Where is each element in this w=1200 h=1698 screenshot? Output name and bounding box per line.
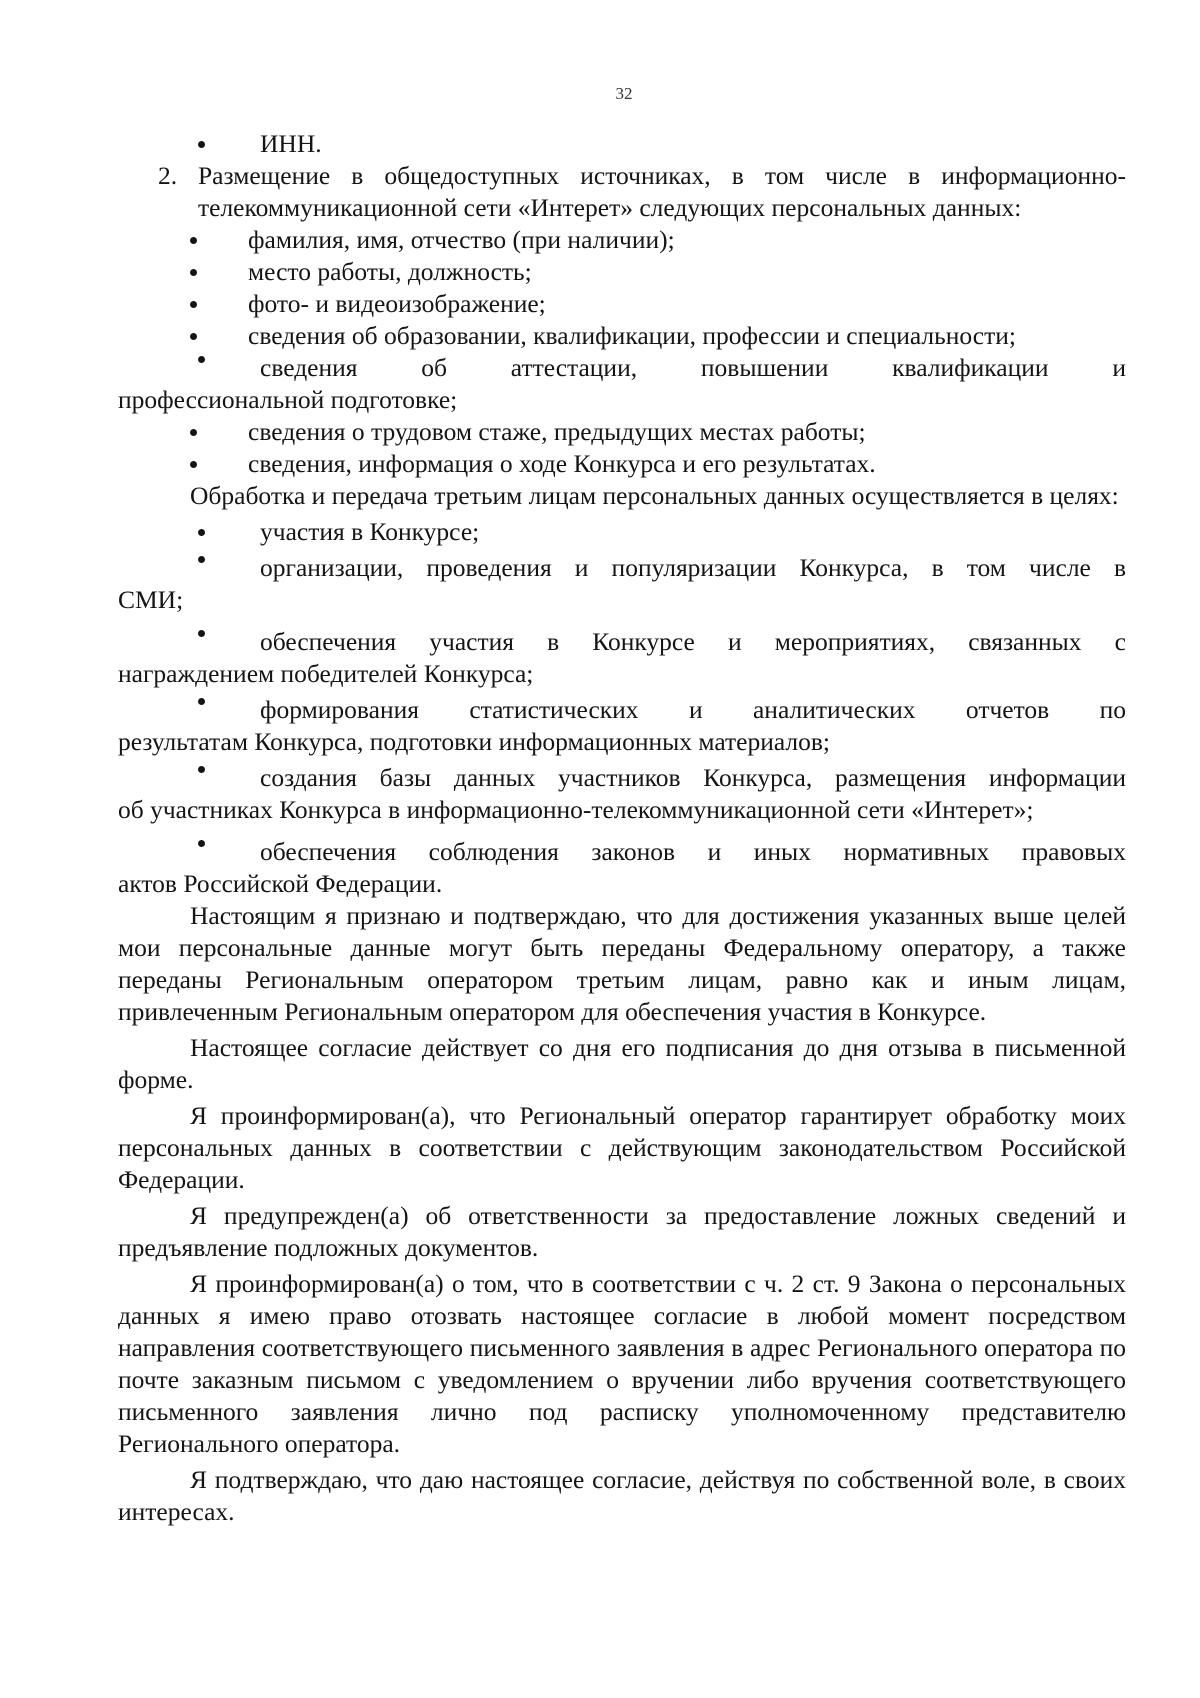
bullet-icon <box>198 556 205 563</box>
bullet-icon <box>190 301 197 308</box>
bullet-icon <box>198 630 205 637</box>
list-item-continuation: СМИ; <box>118 585 184 614</box>
list-item <box>118 516 1126 548</box>
paragraph-warned: Я предупрежден(а) об ответственности за предоставление ложных сведений и предъявление подложных документов. <box>118 1201 1126 1262</box>
bullet-icon <box>198 356 205 363</box>
bullet-icon <box>190 237 197 244</box>
list-item-text: участия в Конкурсе; <box>260 517 480 546</box>
paragraph-informed: Я проинформирован(а), что Региональный оператор гарантирует обработку моих персональных данных в соответствии с действующим законодательством Российской Федерации. <box>118 1101 1126 1194</box>
list-item-continuation: профессиональной подготовке; <box>118 385 458 414</box>
list-item-text: сведения о трудовом стаже, предыдущих местах работы; <box>248 417 866 446</box>
page-number: 32 <box>615 84 633 103</box>
bullet-icon <box>190 461 197 468</box>
list-item-text: сведения, информация о ходе Конкурса и его результатах. <box>248 449 876 478</box>
list-item-continuation: награждением победителей Конкурса; <box>118 659 534 688</box>
numbered-item-2 <box>118 160 1126 224</box>
list-item <box>118 448 1126 480</box>
item-number: 2. <box>158 161 178 190</box>
paragraph-revoke: Я проинформирован(а) о том, что в соответствии с ч. 2 ст. 9 Закона о персональных данных я имею право отозвать настоящее согласие в любой момент посредством направления соответствующего письменного заявления в адрес Регионального оператора по почте заказным письмом с уведомлением о вручении либо вручения соответствующего письменного заявления лично под расписку уполномоченному представителю Регионального оператора. <box>118 1269 1126 1458</box>
list-item <box>118 416 1126 448</box>
bullet-icon <box>198 698 205 705</box>
bullet-icon <box>190 429 197 436</box>
list-item <box>118 288 1126 320</box>
list-item-text: ИНН. <box>260 129 322 158</box>
list-item-continuation: результатам Конкурса, подготовки информационных материалов; <box>118 727 830 756</box>
list-item <box>118 762 1126 826</box>
bullet-icon <box>198 766 205 773</box>
list-item <box>118 256 1126 288</box>
document-body <box>118 128 1126 1528</box>
list-item <box>118 224 1126 256</box>
paragraph-confirm: Я подтверждаю, что даю настоящее согласие, действуя по собственной воле, в своих интересах. <box>118 1465 1126 1526</box>
list-item-inn <box>118 128 1126 160</box>
list-item-continuation: актов Российской Федерации. <box>118 869 443 898</box>
bullet-icon <box>198 840 205 847</box>
list-item-continuation: об участниках Конкурса в информационно-телекоммуникационной сети «Интерет»; <box>118 795 1034 824</box>
list-item <box>118 836 1126 900</box>
list-item-text: обеспечения соблюдения законов и иных нормативных правовых <box>260 837 1126 866</box>
list-item-text: создания базы данных участников Конкурса, размещения информации <box>260 763 1126 792</box>
bullet-icon <box>190 269 197 276</box>
list-item <box>118 552 1126 616</box>
list-item-attestation <box>118 352 1126 416</box>
list-item-text: сведения об образовании, квалификации, профессии и специальности; <box>248 321 1016 350</box>
list-item-text: организации, проведения и популяризации Конкурса, в том числе в <box>260 553 1126 582</box>
list-item-text: фамилия, имя, отчество (при наличии); <box>248 225 675 254</box>
list-item <box>118 320 1126 352</box>
list-item-text: формирования статистических и аналитических отчетов по <box>260 695 1126 724</box>
list-item <box>118 626 1126 690</box>
paragraph-purposes-intro: Обработка и передача третьим лицам персональных данных осуществляется в целях: <box>190 481 1119 510</box>
paragraph-validity: Настоящее согласие действует со дня его подписания до дня отзыва в письменной форме. <box>118 1033 1126 1094</box>
bullet-icon <box>198 529 205 536</box>
list-item-text: сведения об аттестации, повышении квалификации и <box>260 353 1126 382</box>
list-item <box>118 694 1126 758</box>
bullet-icon <box>190 333 197 340</box>
list-item-text: фото- и видеоизображение; <box>248 289 546 318</box>
numbered-item-text: Размещение в общедоступных источниках, в том числе в информационно-телекоммуникационной сети «Интерет» следующих персональных данных: <box>198 161 1126 222</box>
list-item-text: место работы, должность; <box>248 257 532 286</box>
list-item-text: обеспечения участия в Конкурсе и мероприятиях, связанных с <box>260 627 1126 656</box>
bullet-icon <box>198 141 205 148</box>
paragraph-transfer: Настоящим я признаю и подтверждаю, что для достижения указанных выше целей мои персональные данные могут быть переданы Федеральному оператору, а также переданы Региональным оператором третьим лицам, равно как и иным лицам, привлеченным Региональным оператором для обеспечения участия в Конкурсе. <box>118 901 1126 1026</box>
